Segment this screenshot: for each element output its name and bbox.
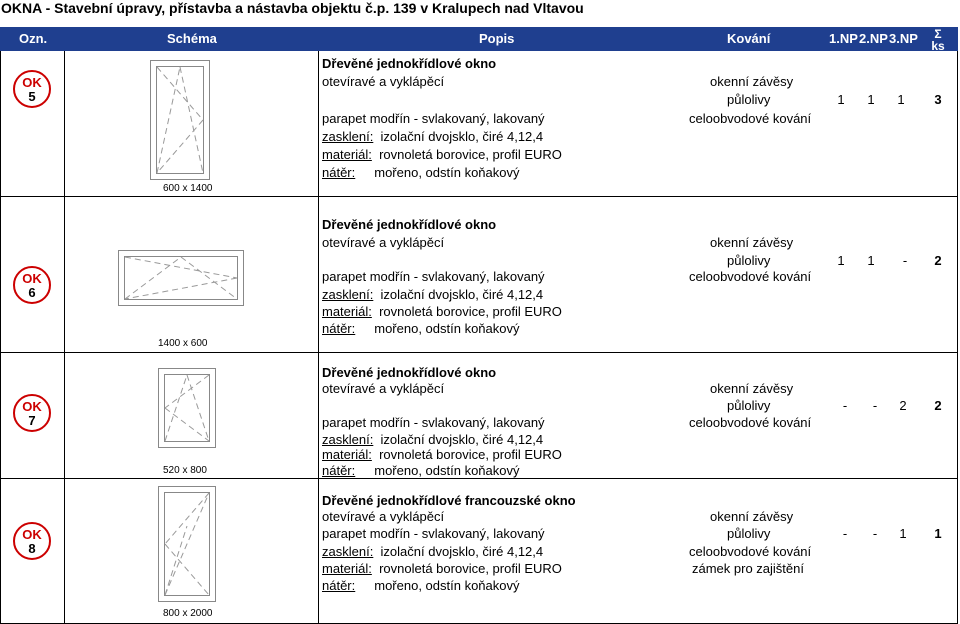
- coating: nátěr: mořeno, odstín koňakový: [322, 165, 520, 180]
- parapet: parapet modřín - svlakovaný, lakovaný: [322, 111, 545, 126]
- grid-line: [64, 51, 65, 624]
- count-2np: 1: [867, 92, 875, 107]
- hardware-3: celoobvodové kování: [689, 544, 812, 559]
- grid-line: [957, 51, 958, 624]
- opening-type: otevíravé a vyklápěcí: [322, 74, 445, 89]
- count-1np: 1: [837, 253, 845, 268]
- header-popis: Popis: [479, 31, 515, 46]
- opening-type: otevíravé a vyklápěcí: [322, 381, 445, 396]
- hardware-1: okenní závěsy: [710, 74, 794, 89]
- count-3np: -: [902, 253, 908, 268]
- window-name: Dřevěné jednokřídlové okno: [322, 56, 497, 71]
- window-size: 520 x 800: [163, 465, 207, 476]
- hardware-2: půlolivy: [727, 92, 771, 107]
- window-name: Dřevěné jednokřídlové okno: [322, 365, 497, 380]
- glazing: zasklení: izolační dvojsklo, čiré 4,12,4: [322, 129, 544, 144]
- page-title: OKNA - Stavební úpravy, přístavba a nástavba objektu č.p. 139 v Kralupech nad Vltavou: [1, 0, 584, 16]
- sigma-symbol: Σ: [934, 27, 942, 41]
- window-code-badge: [13, 522, 51, 560]
- window-code-badge: [13, 394, 51, 432]
- hardware-2: půlolivy: [727, 398, 771, 413]
- grid-line: [318, 51, 319, 624]
- coating: nátěr: mořeno, odstín koňakový: [322, 321, 520, 336]
- row-divider: [0, 352, 958, 353]
- window-name: Dřevěné jednokřídlové okno: [322, 217, 497, 232]
- window-code-badge: [13, 266, 51, 304]
- header-sum: [928, 28, 948, 52]
- glazing: zasklení: izolační dvojsklo, čiré 4,12,4: [322, 544, 544, 559]
- badge-number: 6: [28, 285, 36, 300]
- hardware-2: půlolivy: [727, 526, 771, 541]
- header-schema: Schéma: [167, 31, 217, 46]
- parapet: parapet modřín - svlakovaný, lakovaný: [322, 415, 545, 430]
- coating: nátěr: mořeno, odstín koňakový: [322, 578, 520, 593]
- header-3np: 3.NP: [889, 31, 918, 46]
- hardware-3: celoobvodové kování: [689, 415, 812, 430]
- row-divider: [0, 196, 958, 197]
- opening-type: otevíravé a vyklápěcí: [322, 509, 445, 524]
- count-total: 2: [934, 398, 942, 413]
- hardware-1: okenní závěsy: [710, 381, 794, 396]
- parapet: parapet modřín - svlakovaný, lakovaný: [322, 526, 545, 541]
- hardware-1: okenní závěsy: [710, 509, 794, 524]
- table-header: [0, 27, 958, 51]
- hardware-4: zámek pro zajištění: [692, 561, 804, 576]
- material: materiál: rovnoletá borovice, profil EURO: [322, 147, 562, 162]
- badge-ok: OK: [22, 527, 42, 542]
- window-size: 600 x 1400: [163, 183, 213, 194]
- badge-ok: OK: [22, 75, 42, 90]
- badge-ok: OK: [22, 399, 42, 414]
- badge-number: 5: [28, 89, 36, 104]
- header-1np: 1.NP: [829, 31, 858, 46]
- hardware-3: celoobvodové kování: [689, 269, 812, 284]
- opening-type: otevíravé a vyklápěcí: [322, 235, 445, 250]
- count-2np: 1: [867, 253, 875, 268]
- parapet: parapet modřín - svlakovaný, lakovaný: [322, 269, 545, 284]
- header-kovani: Kování: [727, 31, 771, 46]
- count-total: 3: [934, 92, 942, 107]
- window-schema-ok5: [150, 60, 210, 180]
- material: materiál: rovnoletá borovice, profil EURO: [322, 561, 562, 576]
- count-3np: 1: [897, 92, 905, 107]
- coating: nátěr: mořeno, odstín koňakový: [322, 463, 520, 478]
- window-schema-ok7: [158, 368, 216, 448]
- count-1np: 1: [837, 92, 845, 107]
- window-schema-ok8: [158, 486, 216, 602]
- material: materiál: rovnoletá borovice, profil EURO: [322, 447, 562, 462]
- count-3np: 1: [899, 526, 907, 541]
- window-size: 1400 x 600: [158, 338, 208, 349]
- header-ozn: Ozn.: [19, 31, 48, 46]
- grid-line: [0, 51, 1, 624]
- count-1np: -: [842, 526, 848, 541]
- header-2np: 2.NP: [859, 31, 888, 46]
- hardware-2: půlolivy: [727, 253, 771, 268]
- count-total: 1: [934, 526, 942, 541]
- count-3np: 2: [899, 398, 907, 413]
- window-schema-ok6: [118, 250, 244, 306]
- badge-number: 8: [28, 541, 36, 556]
- count-2np: -: [872, 398, 878, 413]
- count-2np: -: [872, 526, 878, 541]
- glazing: zasklení: izolační dvojsklo, čiré 4,12,4: [322, 432, 544, 447]
- count-1np: -: [842, 398, 848, 413]
- window-size: 800 x 2000: [163, 608, 213, 619]
- hardware-3: celoobvodové kování: [689, 111, 812, 126]
- hardware-1: okenní závěsy: [710, 235, 794, 250]
- badge-number: 7: [28, 413, 36, 428]
- badge-ok: OK: [22, 271, 42, 286]
- glazing: zasklení: izolační dvojsklo, čiré 4,12,4: [322, 287, 544, 302]
- count-total: 2: [934, 253, 942, 268]
- window-name: Dřevěné jednokřídlové francouzské okno: [322, 493, 576, 508]
- header-ks: ks: [931, 39, 945, 53]
- window-code-badge: [13, 70, 51, 108]
- material: materiál: rovnoletá borovice, profil EURO: [322, 304, 562, 319]
